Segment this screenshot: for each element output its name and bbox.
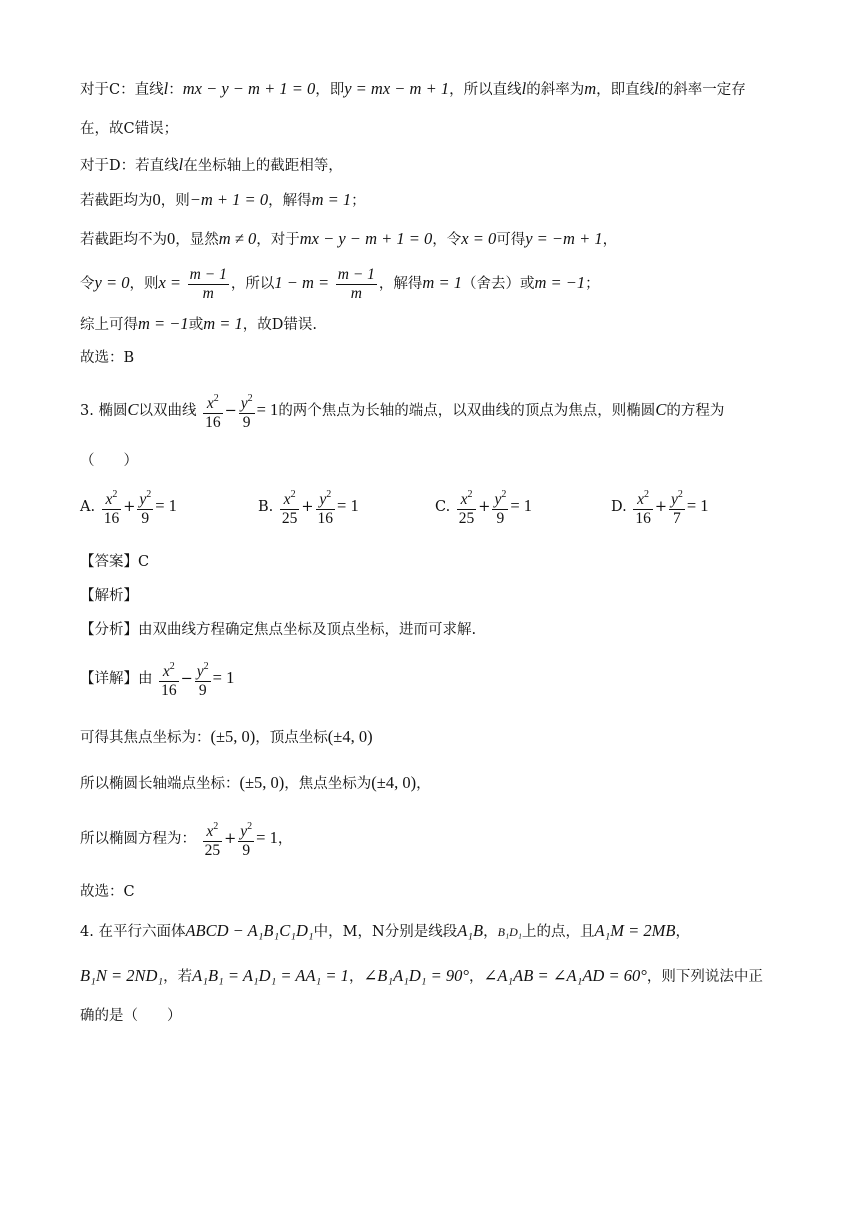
option-d-case2: 若截距均不为0，显然m ≠ 0，对于mx − y − m + 1 = 0，令x = 0可得y = −m + 1， bbox=[80, 229, 618, 248]
ellipse-equation-line: 所以椭圆方程为： $\frac{x^2}{25}$ + $\frac{y^2}{9}$ = 1， bbox=[80, 818, 292, 860]
option-d-case1: 若截距均为0，则−m + 1 = 0，解得m = 1； bbox=[80, 190, 366, 209]
option-d-solve-line: 令y = 0，则x = $\frac{m - 1}{m}$ ，所以1 − m = $\frac{m - 1}{m}$ ，解得m = 1（舍去）或m = −1； bbox=[80, 265, 600, 302]
option-c[interactable]: C. $\frac{x^2}{25}$ + $\frac{y^2}{9}$ = 1 bbox=[435, 486, 532, 528]
fraction-m-minus-1-over-m-2: $\frac{m - 1}{m}$ bbox=[337, 265, 375, 302]
choose-c: 故选：C bbox=[80, 884, 135, 900]
option-c-analysis-line: 对于C：直线l：mx − y − m + 1 = 0，即y = mx − m + 1，所以直线l的斜率为m，即直线l的斜率一定存 bbox=[80, 79, 746, 98]
detail-line: 【详解】由 $\frac{x^2}{16}$ − $\frac{y^2}{9}$ = 1 bbox=[80, 658, 234, 700]
eqn-frac-x: $\frac{x^2}{25}$ bbox=[204, 821, 221, 859]
question-4-line3: 确的是（ ） bbox=[80, 1008, 182, 1024]
eqn-frac-y: $\frac{y^2}{9}$ bbox=[240, 821, 253, 859]
focus-line: 可得其焦点坐标为：(±5, 0)，顶点坐标(±4, 0) bbox=[80, 727, 373, 746]
question-3-stem: 3. 椭圆C以双曲线 $\frac{x^2}{16}$ − $\frac{y^2}{9}$ = 1的两个焦点为长轴的端点，以双曲线的顶点为焦点，则椭圆C的方程为 bbox=[80, 390, 724, 432]
question-4-line1: 4. 在平行六面体ABCD − A₁B₁C₁D₁中，M，N分别是线段A₁B，B₁D₁上的点，且A₁M = 2MB， bbox=[80, 921, 690, 940]
choose-b: 故选：B bbox=[80, 350, 135, 366]
option-d-summary: 综上可得m = −1或m = 1，故D错误. bbox=[80, 314, 317, 333]
option-c-frac-x: $\frac{x^2}{25}$ bbox=[458, 489, 475, 527]
answer-label: 【答案】C bbox=[80, 554, 150, 570]
option-c-conclusion: 在，故C错误； bbox=[80, 121, 179, 137]
option-d[interactable]: D. $\frac{x^2}{16}$ + $\frac{y^2}{7}$ = 1 bbox=[611, 486, 709, 528]
major-axis-line: 所以椭圆长轴端点坐标：(±5, 0)，焦点坐标为(±4, 0)， bbox=[80, 773, 431, 792]
fraction-x2-over-16: $\frac{x^2}{16}$ bbox=[205, 393, 221, 431]
option-a-frac-y: $\frac{y^2}{9}$ bbox=[139, 489, 152, 527]
question-3-paren: （ ） bbox=[80, 453, 138, 469]
detail-frac-x: $\frac{x^2}{16}$ bbox=[161, 661, 177, 699]
option-d-frac-x: $\frac{x^2}{16}$ bbox=[635, 489, 651, 527]
question-4-line2: B₁N = 2ND₁，若A₁B₁ = A₁D₁ = AA₁ = 1，∠B₁A₁D₁ = 90°，∠A₁AB = ∠A₁AD = 60°，则下列说法中正 bbox=[80, 966, 763, 985]
analysis-summary: 【分析】由双曲线方程确定焦点坐标及顶点坐标，进而可求解. bbox=[80, 622, 477, 638]
option-b[interactable]: B. $\frac{x^2}{25}$ + $\frac{y^2}{16}$ = 1 bbox=[258, 486, 359, 528]
option-c-frac-y: $\frac{y^2}{9}$ bbox=[494, 489, 507, 527]
detail-frac-y: $\frac{y^2}{9}$ bbox=[196, 661, 209, 699]
analysis-header: 【解析】 bbox=[80, 588, 138, 604]
option-b-frac-y: $\frac{y^2}{16}$ bbox=[317, 489, 334, 527]
option-a[interactable]: A. $\frac{x^2}{16}$ + $\frac{y^2}{9}$ = 1 bbox=[80, 486, 177, 528]
fraction-m-minus-1-over-m: $\frac{m - 1}{m}$ bbox=[189, 265, 227, 302]
option-b-frac-x: $\frac{x^2}{25}$ bbox=[281, 489, 298, 527]
option-a-frac-x: $\frac{x^2}{16}$ bbox=[103, 489, 120, 527]
option-d-frac-y: $\frac{y^2}{7}$ bbox=[670, 489, 683, 527]
option-d-intro: 对于D：若直线l在坐标轴上的截距相等， bbox=[80, 155, 343, 174]
fraction-y2-over-9: $\frac{y^2}{9}$ bbox=[240, 393, 253, 431]
